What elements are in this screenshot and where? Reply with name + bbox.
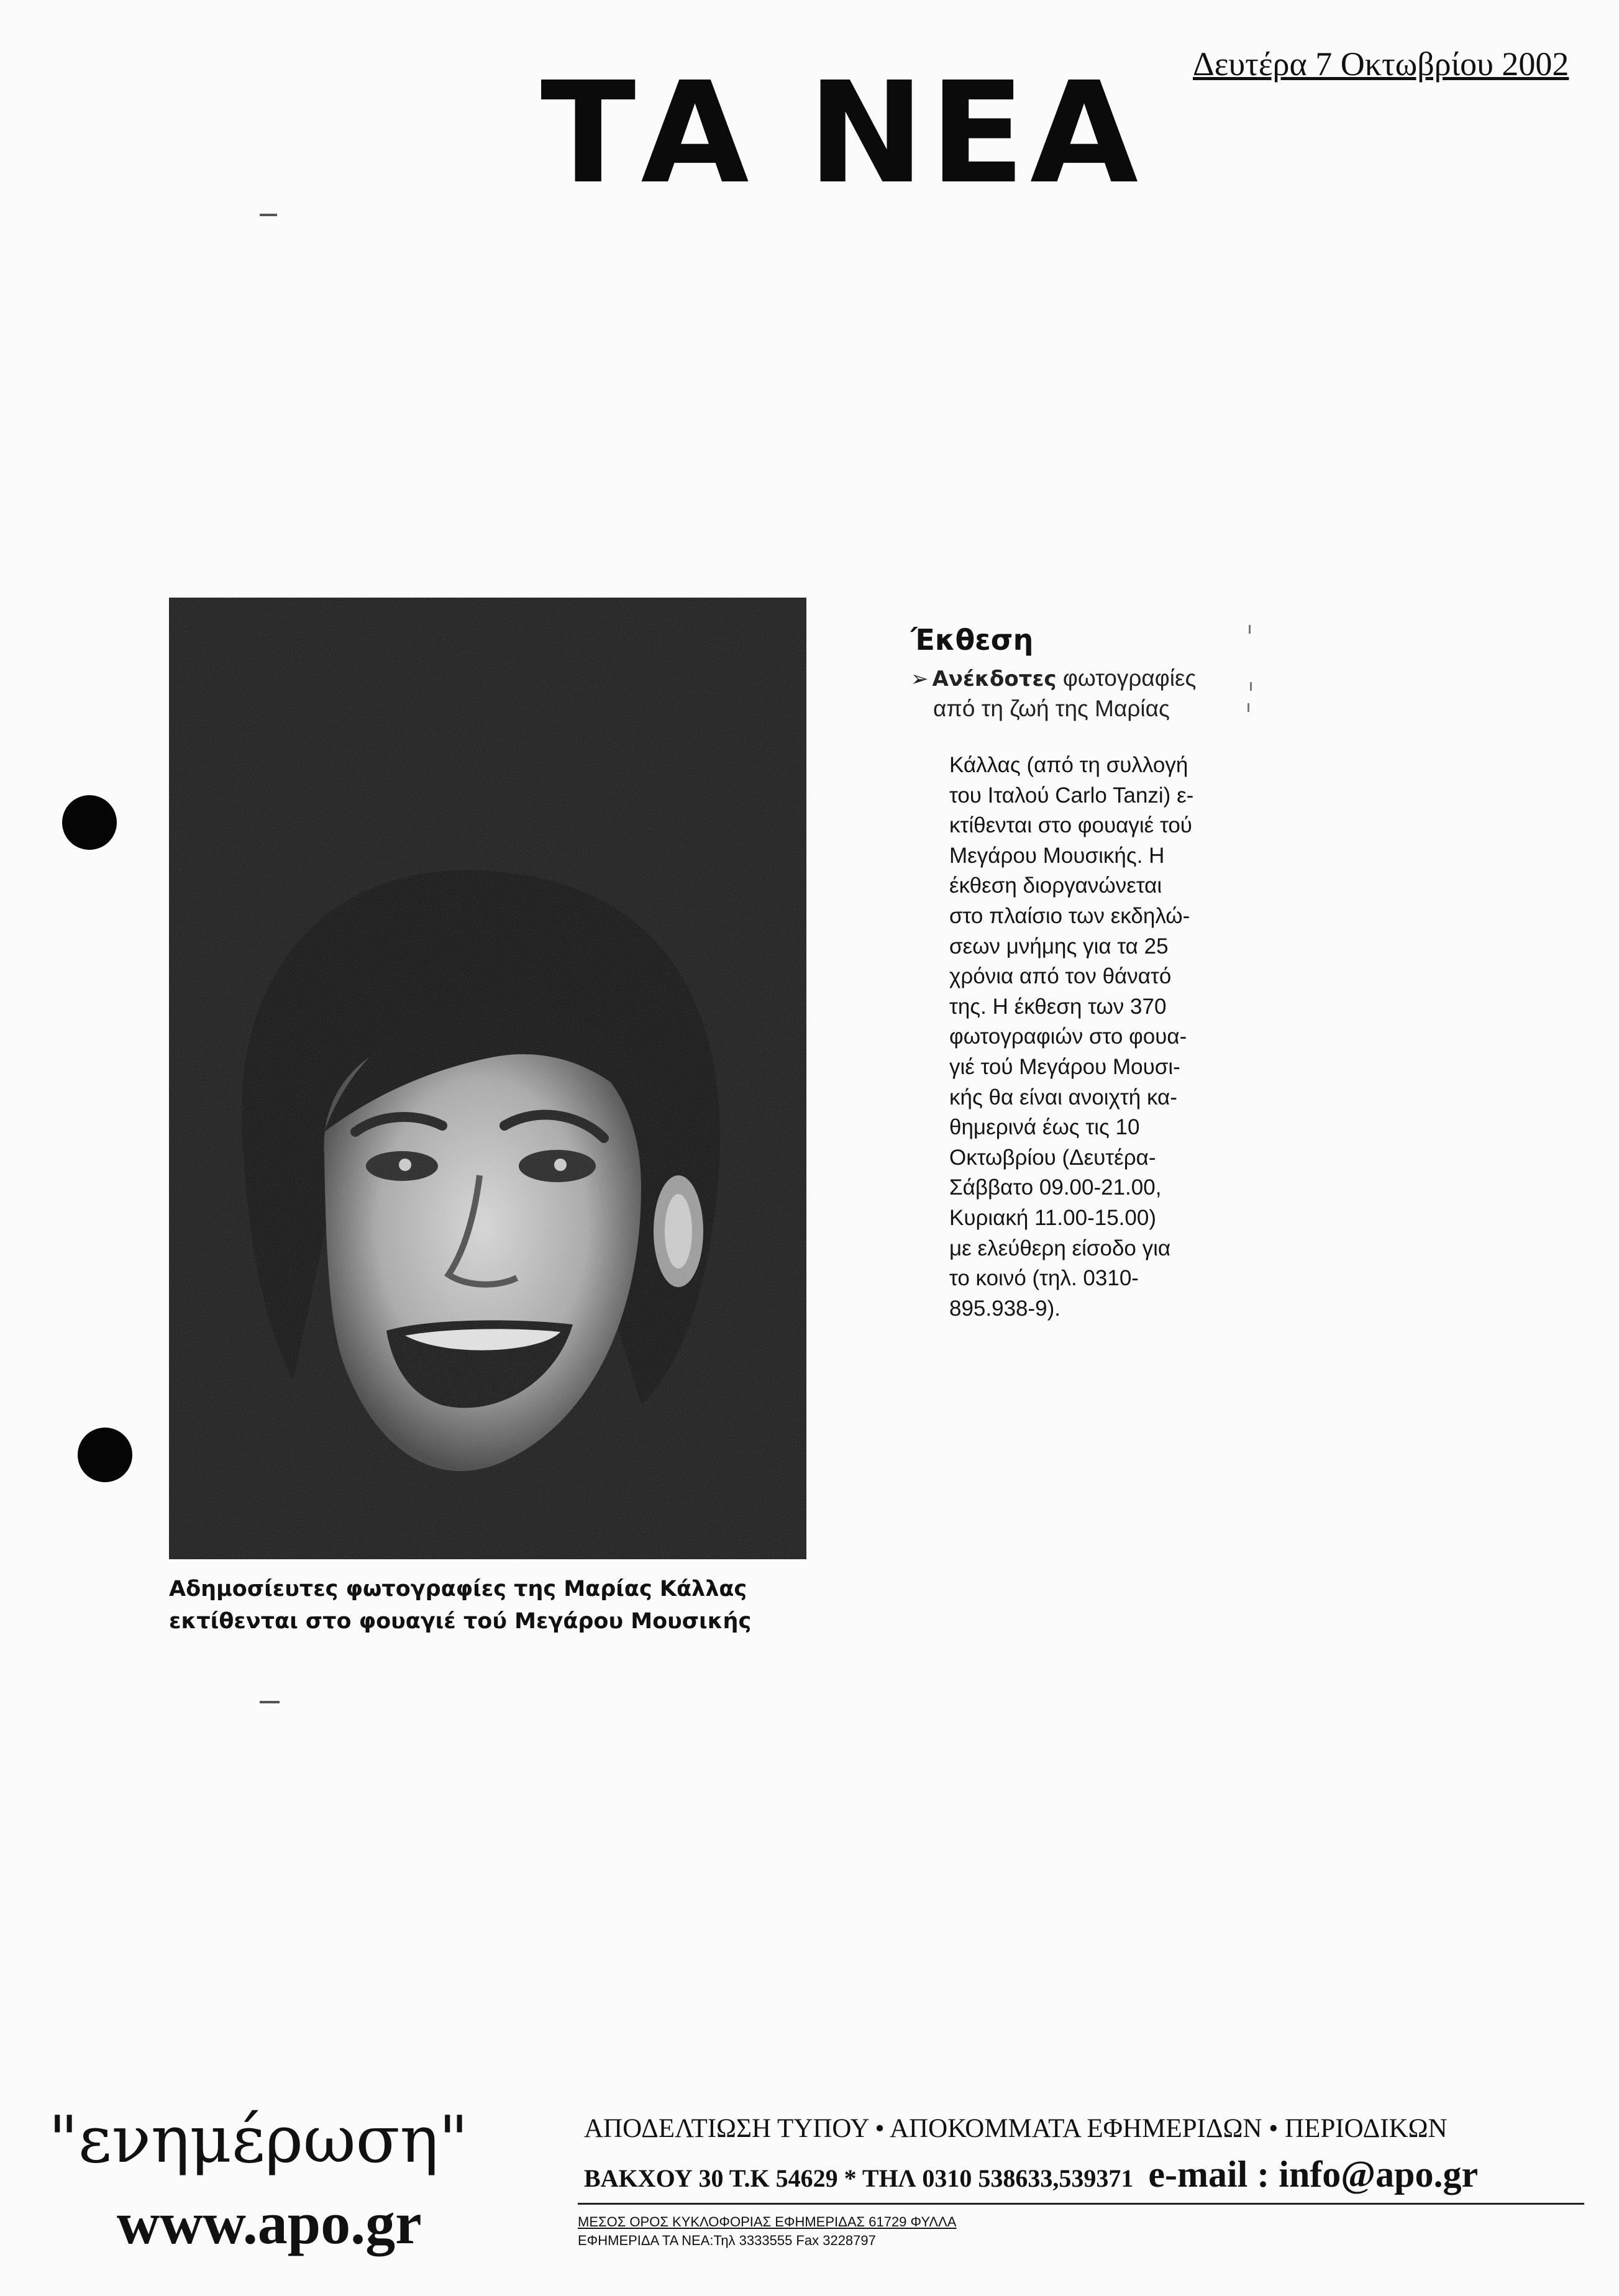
article-body-line: 895.938-9). (949, 1296, 1061, 1321)
article-body (949, 750, 1272, 1324)
article-body-line: Κυριακή 11.00-15.00) (949, 1205, 1156, 1230)
article-body-line: Οκτωβρίου (Δευτέρα- (949, 1145, 1156, 1170)
punch-hole-bottom (78, 1428, 132, 1482)
newspaper-masthead: ΤΑ ΝΕΑ (540, 52, 1144, 215)
article-body-line: κτίθενται στο φουαγιέ τού (949, 813, 1192, 838)
article-deck (911, 663, 1259, 724)
article-body-line: έκθεση διοργανώνεται (949, 873, 1162, 898)
service-description: ΑΠΟΔΕΛΤΙΩΣΗ ΤΥΠΟΥ • ΑΠΟΚΟΜΜΑΤΑ ΕΦΗΜΕΡΙΔΩΝ • ΠΕΡΙΟΔΙΚΩΝ (584, 2114, 1448, 2143)
punch-hole-top (62, 795, 117, 850)
deck-lead: Ανέκδοτες (932, 667, 1057, 691)
deck-line-2: από τη ζωή της Μαρίας (933, 696, 1170, 721)
column-mark (1249, 625, 1251, 634)
article-body-line: το κοινό (τηλ. 0310- (949, 1266, 1139, 1291)
portrait-illustration (169, 598, 806, 1559)
article-body-line: φωτογραφιών στο φουα- (949, 1024, 1187, 1049)
article-body-line: Κάλλας (από τη συλλογή (949, 753, 1188, 777)
article-body-line: γιέ τού Μεγάρου Μουσι- (949, 1054, 1180, 1079)
service-contact (584, 2153, 1478, 2196)
portrait-photo (169, 598, 806, 1559)
article-body-line: κής θα είναι ανοιχτή κα- (949, 1085, 1177, 1109)
footer-rule (578, 2203, 1584, 2205)
service-email: e-mail : info@apo.gr (1148, 2154, 1479, 2195)
column-mark (1247, 703, 1249, 712)
caption-line: Αδημοσίευτες φωτογραφίες της Μαρίας Κάλλας (169, 1577, 747, 1601)
article-body-line: Μεγάρου Μουσικής. Η (949, 843, 1165, 868)
article-body-line: του Ιταλού Carlo Tanzi) ε- (949, 783, 1194, 808)
article-body-line: στο πλαίσιο των εκδηλώ- (949, 903, 1190, 928)
circulation-info: ΜΕΣΟΣ ΟΡΟΣ ΚΥΚΛΟΦΟΡΙΑΣ ΕΦΗΜΕΡΙΔΑΣ 61729 ΦΥΛΛΑ (578, 2214, 957, 2230)
deck-text: φωτογραφίες (1062, 665, 1197, 691)
article-body-line: θημερινά έως τις 10 (949, 1115, 1140, 1140)
newspaper-contact: ΕΦΗΜΕΡΙΔΑ ΤΑ ΝΕΑ:Τηλ 3333555 Fax 3228797 (578, 2233, 876, 2248)
article-body-line: της. Η έκθεση των 370 (949, 994, 1167, 1019)
article-body-line: σεων μνήμης για τα 25 (949, 934, 1169, 959)
clipping-service-logo: "ενημέρωση" (48, 2102, 468, 2177)
article-body-line: χρόνια από τον θάνατό (949, 964, 1172, 989)
photo-caption (169, 1573, 852, 1638)
article-body-line: με ελεύθερη είσοδο για (949, 1236, 1171, 1260)
service-website: www.apo.gr (117, 2190, 422, 2256)
scan-speck (260, 214, 277, 216)
arrow-icon: ➢ (911, 667, 929, 691)
caption-line: εκτίθενται στο φουαγιέ τού Μεγάρου Μουσικής (169, 1609, 752, 1634)
newspaper-info (578, 2213, 956, 2250)
article-body-line: Σάββατο 09.00-21.00, (949, 1175, 1162, 1200)
service-address: ΒΑΚΧΟΥ 30 Τ.Κ 54629 * ΤΗΛ 0310 538633,539371 (584, 2164, 1134, 2192)
scan-speck (260, 1701, 280, 1703)
publication-date: Δευτέρα 7 Οκτωβρίου 2002 (1193, 45, 1569, 83)
column-mark (1250, 682, 1252, 691)
section-title: Έκθεση (911, 623, 1034, 657)
